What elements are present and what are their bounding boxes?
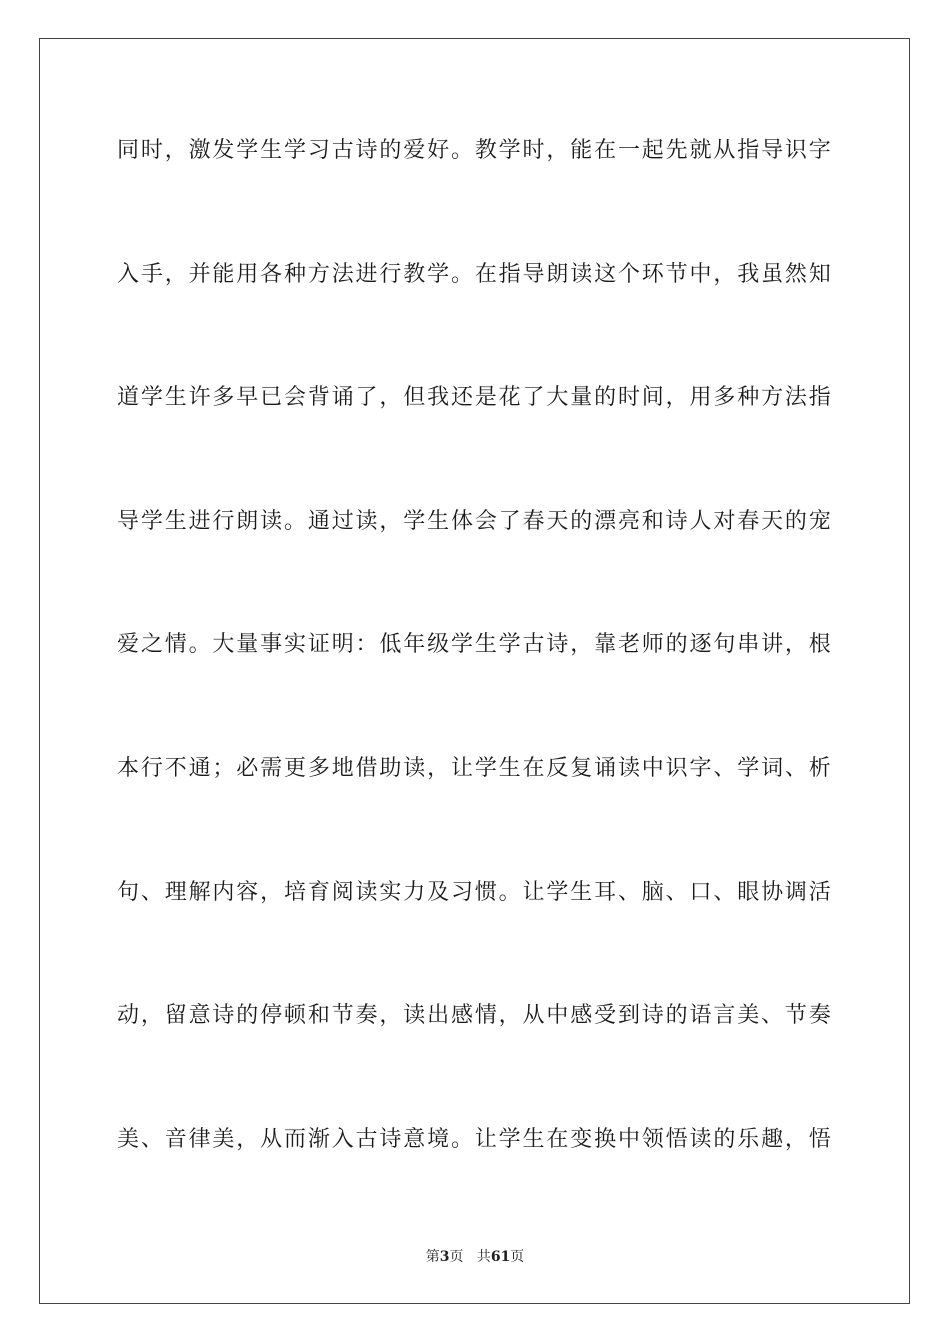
total-suffix: 页 [510, 1249, 525, 1265]
page-footer [0, 1247, 950, 1267]
page-prefix: 第 [425, 1249, 440, 1265]
text-line: 爱之情。大量事实证明：低年级学生学古诗，靠老师的逐句串讲，根 [117, 632, 832, 658]
text-line: 本行不通；必需更多地借助读，让学生在反复诵读中识字、学词、析 [117, 755, 832, 781]
text-line: 句、理解内容，培育阅读实力及习惯。让学生耳、脑、口、眼协调活 [117, 879, 832, 905]
page-number: 3 [439, 1249, 450, 1265]
page-suffix: 页 [449, 1249, 464, 1265]
text-line: 同时，激发学生学习古诗的爱好。教学时，能在一起先就从指导识字 [117, 138, 832, 163]
text-line: 美、音律美，从而渐入古诗意境。让学生在变换中领悟读的乐趣，悟 [117, 1126, 832, 1152]
text-line: 道学生许多早已会背诵了，但我还是花了大量的时间，用多种方法指 [117, 385, 832, 411]
text-line: 动，留意诗的停顿和节奏，读出感情，从中感受到诗的语言美、节奏 [117, 1003, 832, 1029]
text-line: 导学生进行朗读。通过读，学生体会了春天的漂亮和诗人对春天的宠 [117, 508, 832, 534]
body-text [117, 127, 832, 1239]
total-pages: 61 [490, 1249, 511, 1265]
total-prefix: 共 [476, 1249, 491, 1265]
text-line: 入手，并能用各种方法进行教学。在指导朗读这个环节中，我虽然知 [117, 261, 832, 287]
